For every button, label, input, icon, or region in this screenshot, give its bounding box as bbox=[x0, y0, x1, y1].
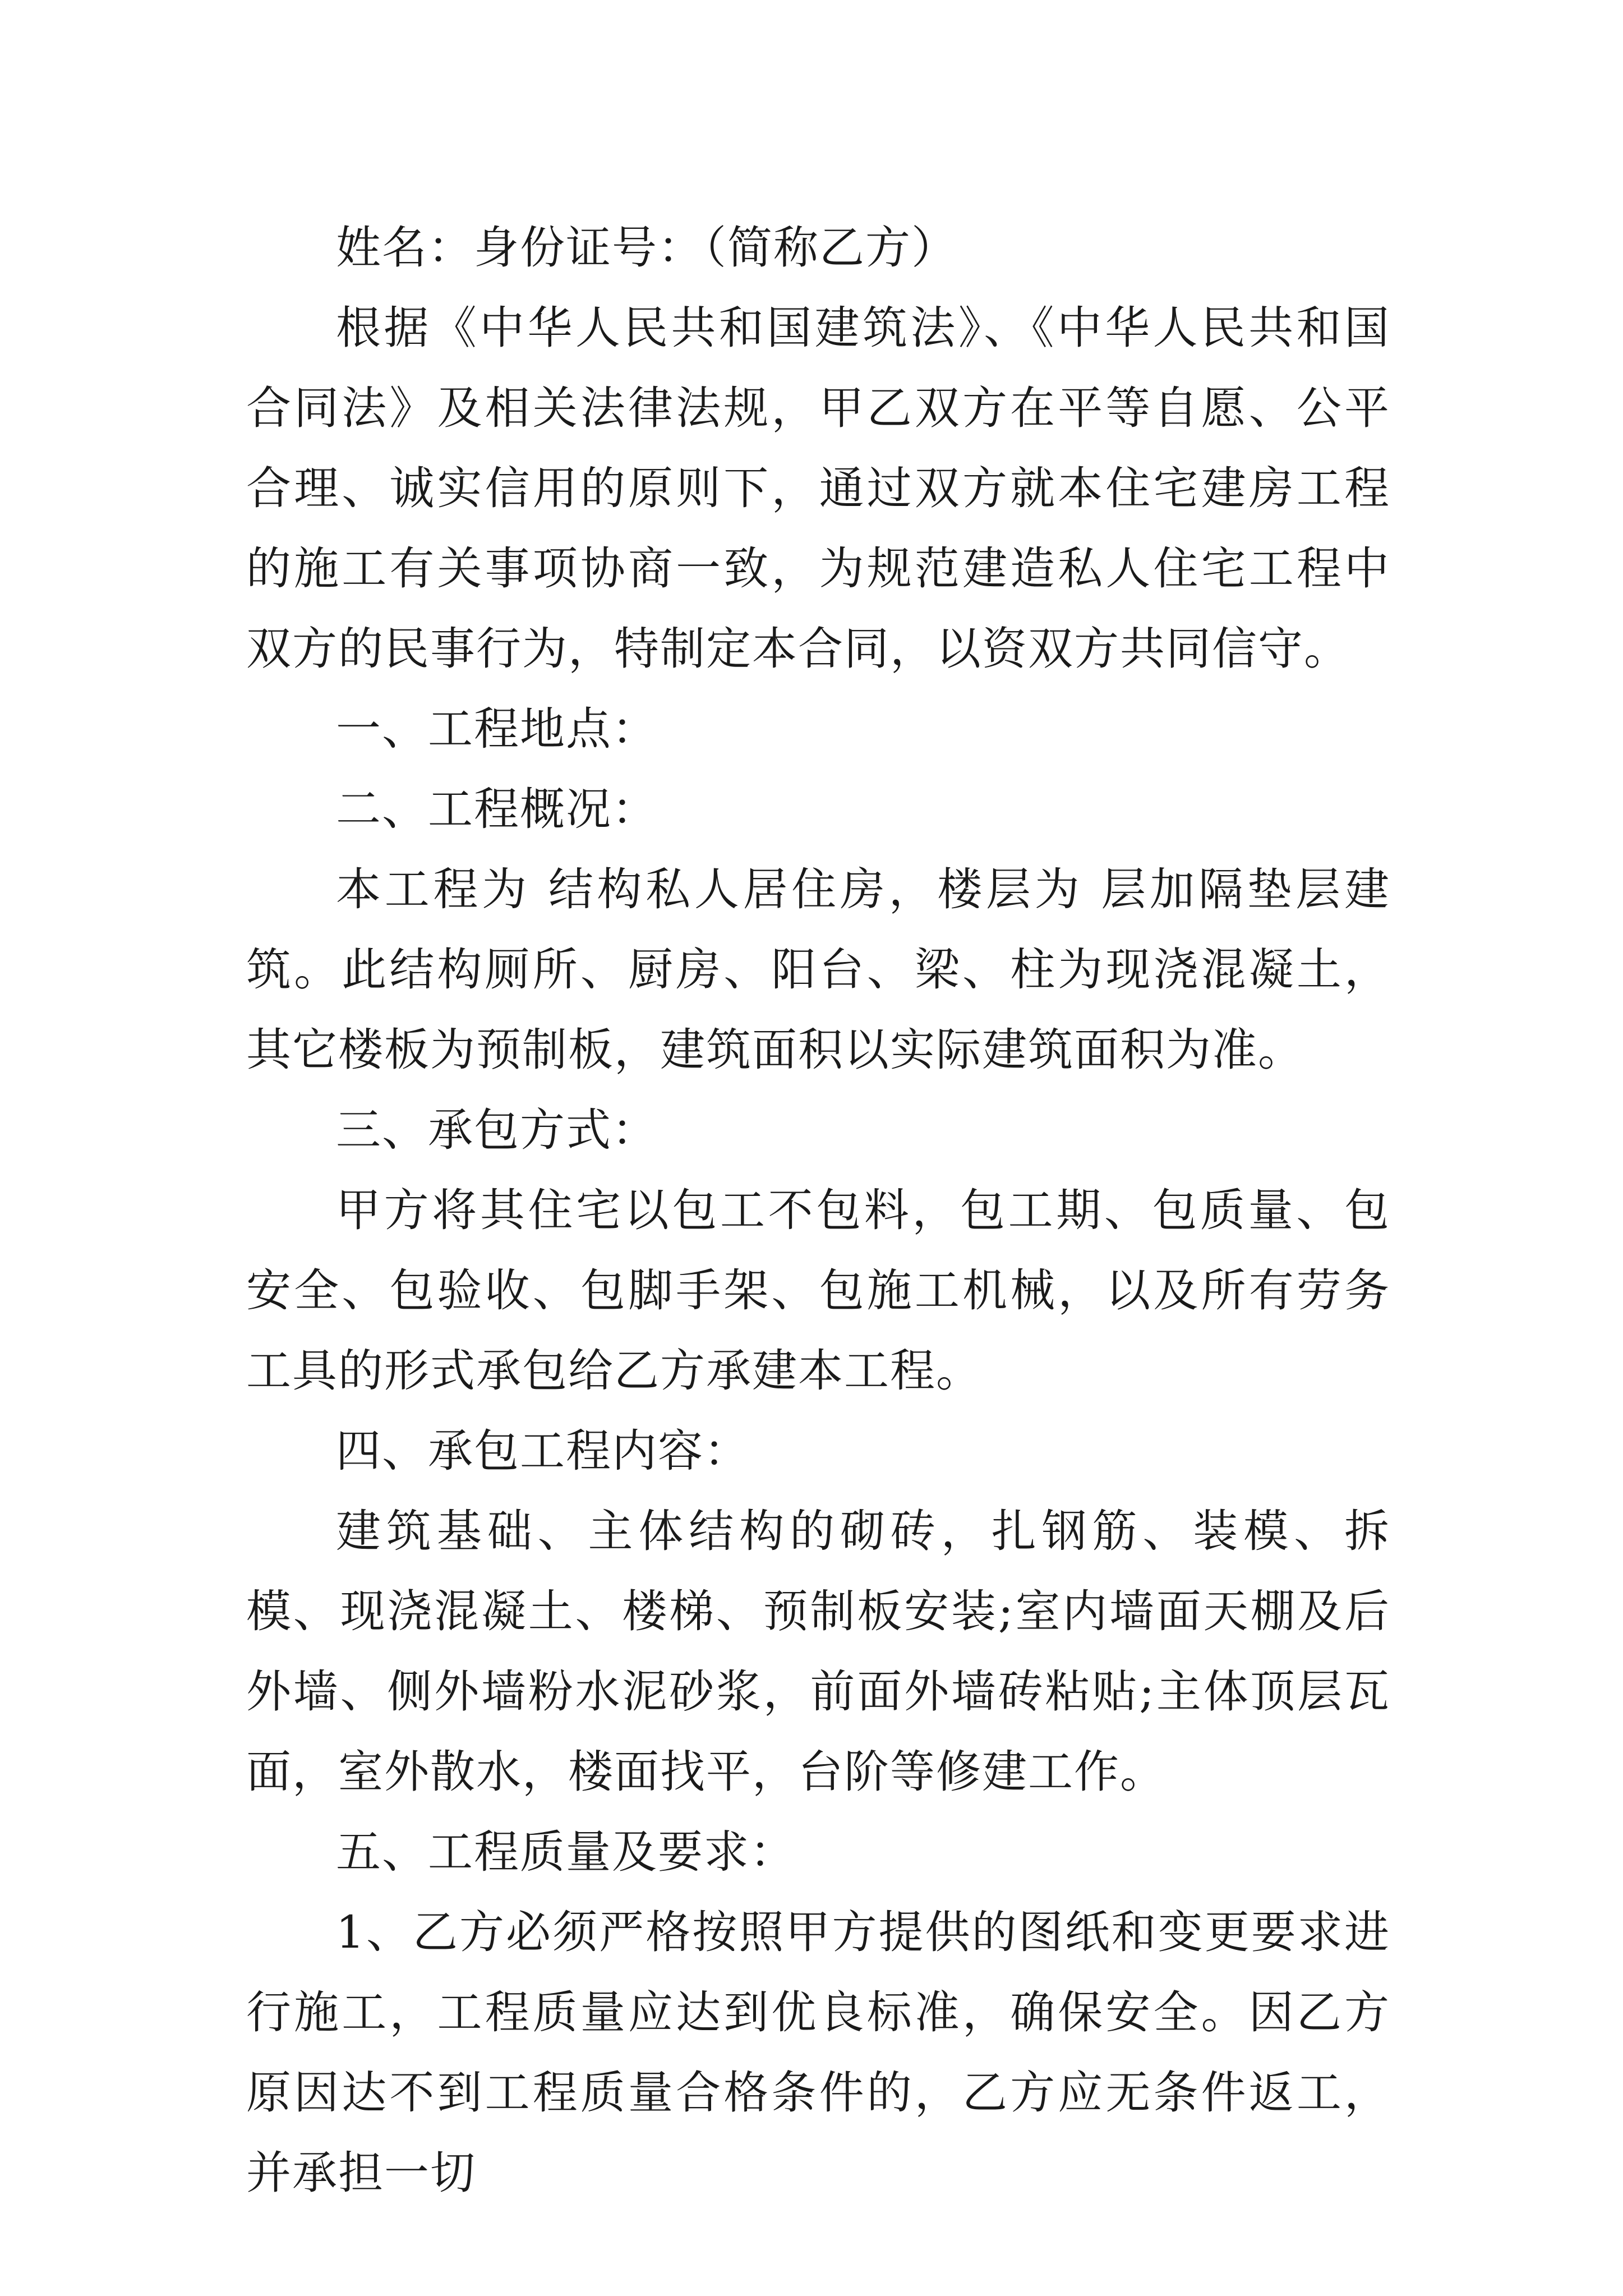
section-heading-location: 一、工程地点： bbox=[336, 703, 658, 755]
overview-paragraph: 本工程为 结构私人居住房，楼层为 层加隔垫层建筑。此结构厕所、厨房、阳台、梁、柱为现浇混凝土，其它楼板为预制板，建筑面积以实际建筑面积为准。 bbox=[246, 863, 1390, 1076]
scope-paragraph: 建筑基础、主体结构的砌砖，扎钢筋、装模、拆模、现浇混凝土、楼梯、预制板安装;室内墙面天棚及后外墙、侧外墙粉水泥砂浆，前面外墙砖粘贴;主体顶层瓦面，室外散水，楼面找平，台阶等修建工作。 bbox=[246, 1505, 1390, 1798]
contract-method-paragraph: 甲方将其住宅以包工不包料，包工期、包质量、包安全、包验收、包脚手架、包施工机械，以及所有劳务工具的形式承包给乙方承建本工程。 bbox=[246, 1184, 1390, 1397]
quality-clause-1: 1、乙方必须严格按照甲方提供的图纸和变更要求进行施工，工程质量应达到优良标准，确保安全。因乙方原因达不到工程质量合格条件的，乙方应无条件返工，并承担一切 bbox=[246, 1906, 1390, 2199]
document-body bbox=[246, 208, 1390, 2213]
party-b-info-line: 姓名：身份证号：（简称乙方） bbox=[336, 222, 957, 274]
section-heading-contract-method: 三、承包方式： bbox=[336, 1104, 658, 1156]
section-heading-overview: 二、工程概况： bbox=[336, 783, 658, 835]
section-heading-quality: 五、工程质量及要求： bbox=[336, 1826, 796, 1878]
section-heading-scope: 四、承包工程内容： bbox=[336, 1425, 750, 1477]
contract-preamble: 根据《中华人民共和国建筑法》、《中华人民共和国合同法》及相关法律法规，甲乙双方在平等自愿、公平合理、诚实信用的原则下，通过双方就本住宅建房工程的施工有关事项协商一致，为规范建造私人住宅工程中双方的民事行为，特制定本合同，以资双方共同信守。 bbox=[246, 302, 1390, 675]
